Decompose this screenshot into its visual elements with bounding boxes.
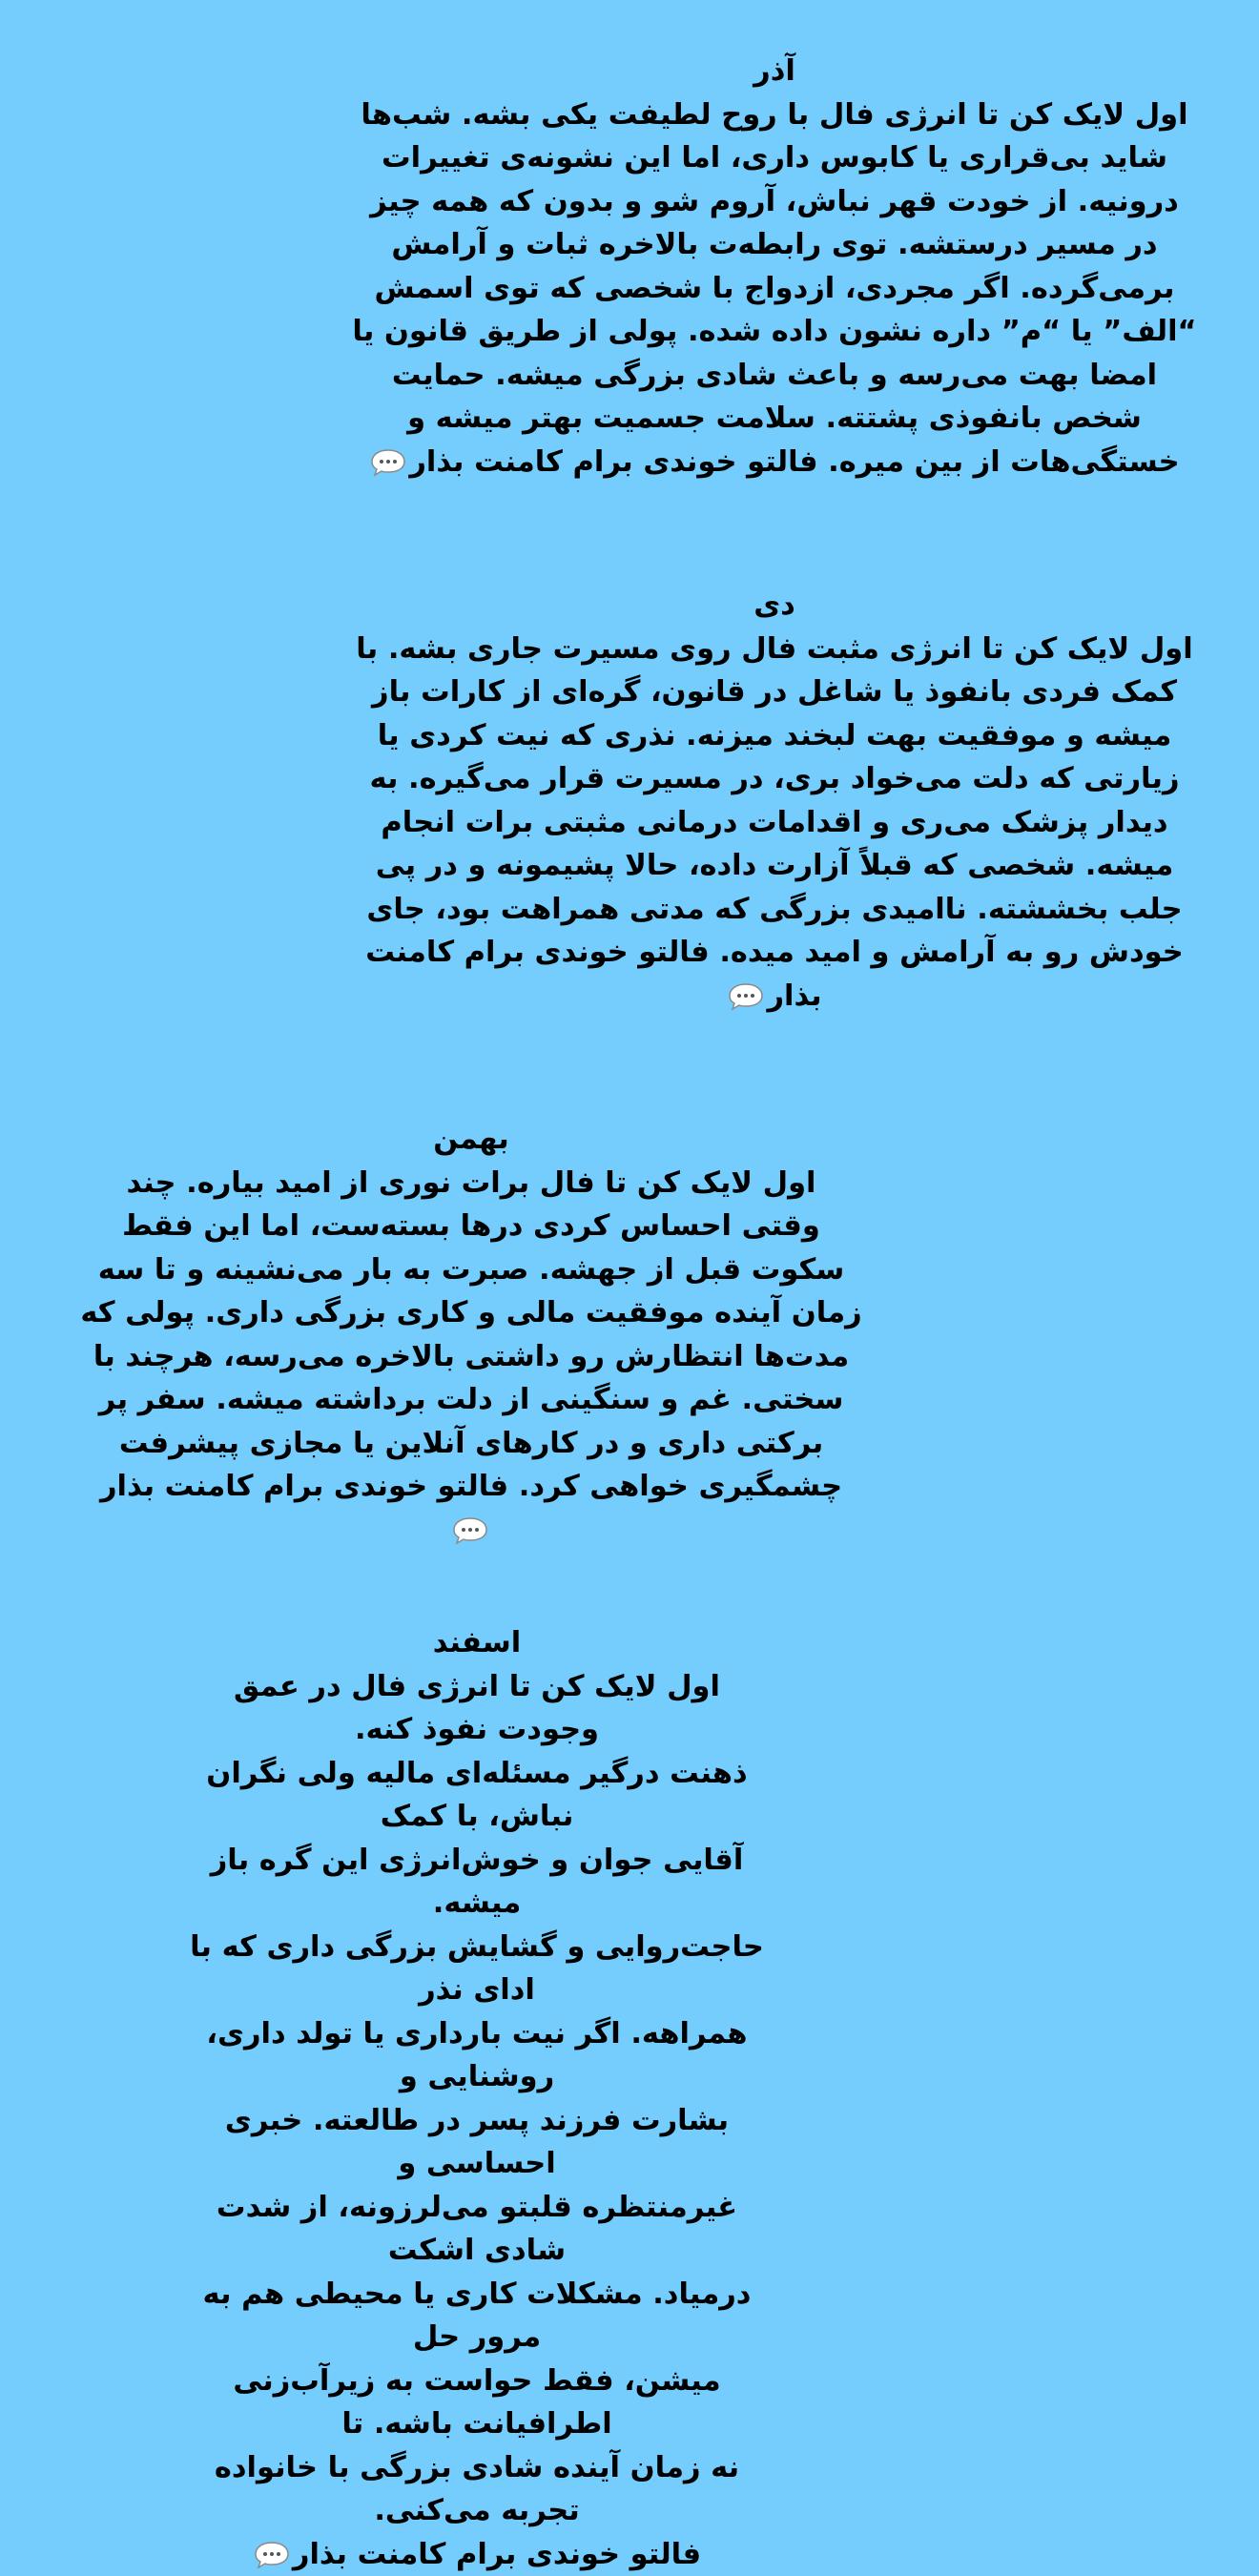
text-line: بشارت فرزند پسر در طالعته. خبری احساسی و <box>181 2099 773 2186</box>
text-line: همراهه. اگر نیت بارداری یا تولد داری، روشنایی و <box>181 2012 773 2099</box>
text-line: شاید بی‌قراری یا کابوس داری، اما این نشونه‌ی تغییرات <box>345 136 1204 180</box>
text-line-with-icon <box>345 441 1204 484</box>
speech-bubble-icon <box>451 1516 489 1545</box>
text-line: امضا بهت می‌رسه و باعث شادی بزرگی میشه. حمایت <box>345 354 1204 398</box>
section-dey <box>345 584 1204 1018</box>
text-line: درمیاد. مشکلات کاری یا محیطی هم به مرور حل <box>181 2273 773 2360</box>
text-line: اول لایک کن تا فال برات نوری از امید بیاره. چند <box>42 1162 900 1206</box>
text-line: برکتی داری و در کارهای آنلاین یا مجازی پیشرفت <box>42 1422 900 1466</box>
text-line: ذهنت درگیر مسئله‌ای مالیه ولی نگران نباش، با کمک <box>181 1752 773 1839</box>
text-line: زیارتی که دلت می‌خواد بری، در مسیرت قرار می‌گیره. به <box>345 757 1204 801</box>
text-line: نه زمان آینده شادی بزرگی با خانواده تجربه می‌کنی. <box>181 2446 773 2533</box>
text-line: حاجت‌روایی و گشایش بزرگی داری که با ادای نذر <box>181 1926 773 2012</box>
text-line: غیرمنتظره قلبتو می‌لرزونه، از شدت شادی اشکت <box>181 2186 773 2273</box>
speech-bubble-icon <box>369 448 407 477</box>
section-azar <box>345 50 1204 484</box>
section-title: اسفند <box>181 1621 773 1665</box>
section-title: بهمن <box>42 1118 900 1162</box>
text-line-with-icon <box>42 1509 900 1553</box>
text-line-with-icon <box>345 975 1204 1019</box>
text-line: اول لایک کن تا انرژی مثبت فال روی مسیرت جاری بشه. با <box>345 628 1204 671</box>
text-line: خستگی‌هات از بین میره. فالتو خوندی برام کامنت بذار <box>409 445 1179 479</box>
text-line: فالتو خوندی برام کامنت بذار <box>293 2538 701 2571</box>
text-line: میشن، فقط حواست به زیرآب‌زنی اطرافیانت باشه. تا <box>181 2360 773 2446</box>
text-line: مدت‌ها انتظارش رو داشتی بالاخره می‌رسه، هرچند با <box>42 1335 900 1379</box>
text-line: شخص بانفوذی پشتته. سلامت جسمیت بهتر میشه و <box>345 397 1204 441</box>
section-title: آذر <box>345 50 1204 93</box>
text-line: اول لایک کن تا انرژی فال در عمق وجودت نفوذ کنه. <box>181 1665 773 1752</box>
section-title: دی <box>345 584 1204 628</box>
text-line: زمان آینده موفقیت مالی و کاری بزرگی داری. پولی که <box>42 1291 900 1335</box>
text-line: “الف” یا “م” داره نشون داده شده. پولی از طریق قانون یا <box>345 310 1204 354</box>
text-line: میشه و موفقیت بهت لبخند میزنه. نذری که نیت کردی یا <box>345 714 1204 758</box>
text-line: سختی. غم و سنگینی از دلت برداشته میشه. سفر پر <box>42 1378 900 1422</box>
speech-bubble-icon <box>727 982 765 1011</box>
text-line: در مسیر درستشه. توی رابطه‌ت بالاخره ثبات و آرامش <box>345 223 1204 267</box>
text-line: برمی‌گرده. اگر مجردی، ازدواج با شخصی که توی اسمش <box>345 267 1204 311</box>
text-line: جلب بخششته. ناامیدی بزرگی که مدتی همراهت بود، جای <box>345 888 1204 932</box>
text-line: کمک فردی بانفوذ یا شاغل در قانون، گره‌ای از کارات باز <box>345 670 1204 714</box>
speech-bubble-icon <box>253 2541 291 2569</box>
text-line: میشه. شخصی که قبلاً آزارت داده، حالا پشیمونه و در پی <box>345 844 1204 888</box>
text-line: بذار <box>767 979 821 1013</box>
section-esfand <box>181 1621 773 2576</box>
section-bahman <box>42 1118 900 1552</box>
text-line: دیدار پزشک می‌ری و اقدامات درمانی مثبتی برات انجام <box>345 801 1204 845</box>
text-line: وقتی احساس کردی درها بسته‌ست، اما این فقط <box>42 1205 900 1248</box>
text-line: چشمگیری خواهی کرد. فالتو خوندی برام کامنت بذار <box>42 1465 900 1509</box>
text-line: آقایی جوان و خوش‌انرژی این گره باز میشه. <box>181 1839 773 1926</box>
text-line: درونیه. از خودت قهر نباش، آروم شو و بدون که همه چیز <box>345 180 1204 224</box>
text-line: سکوت قبل از جهشه. صبرت به بار می‌نشینه و تا سه <box>42 1248 900 1292</box>
text-line: خودش رو به آرامش و امید میده. فالتو خوندی برام کامنت <box>345 931 1204 975</box>
text-line-with-icon <box>181 2533 773 2576</box>
text-line: اول لایک کن تا انرژی فال با روح لطیفت یکی بشه. شب‌ها <box>345 93 1204 137</box>
